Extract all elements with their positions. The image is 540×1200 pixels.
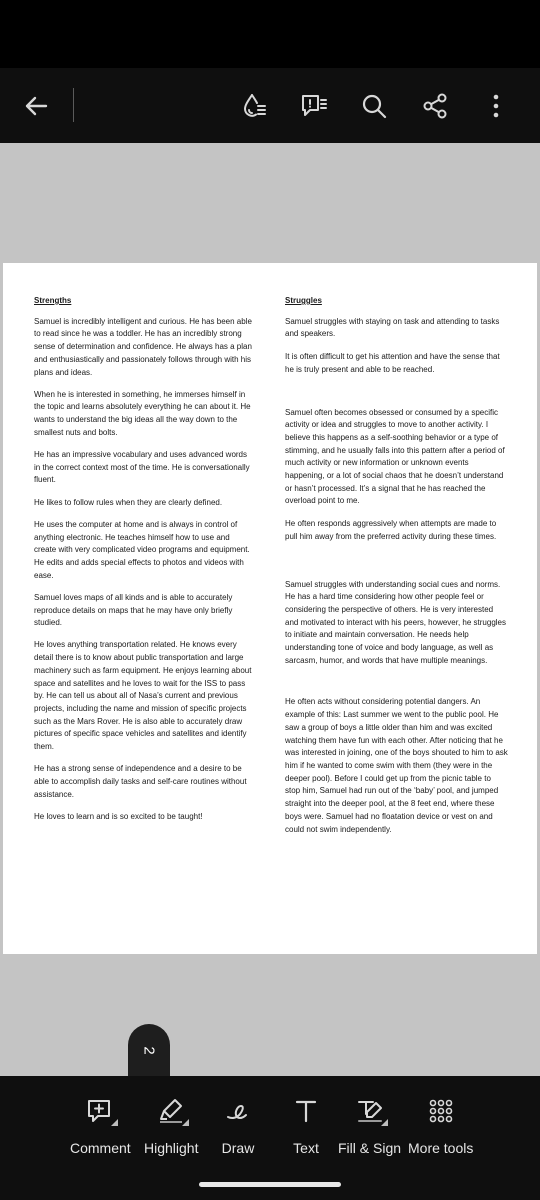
liquid-mode-button[interactable] bbox=[234, 86, 274, 126]
page-number: 2 bbox=[140, 1045, 158, 1055]
text-icon bbox=[292, 1097, 320, 1125]
strengths-column bbox=[34, 295, 254, 833]
struggles-column bbox=[285, 295, 508, 846]
document-page[interactable] bbox=[3, 263, 537, 954]
paragraph: When he is interested in something, he immerses himself in the topic and learns absolutely everything he can about it. He wants to understand the big ideas all the way down to the smallest nuts and bolts. bbox=[34, 389, 251, 437]
more-options-button[interactable] bbox=[476, 86, 516, 126]
paragraph: He often acts without considering potential dangers. An example of this: Last summer we went to the public pool. He saw a group of boys a little older than him and was excited watching them have fun with each other. After noticing that he was interested in joining, one of the boys shouted to him to ask him if he wanted to come swim with them (they were in the deeper pool). Before I could get up from the picnic table to stop him, Samuel had run out of the ‘baby’ pool, and jumped straight into the deeper pool, at the 8 feet end, where these boys were. Samuel had no floatation device or vest on and could not swim independently. bbox=[285, 697, 508, 834]
grid-dots-icon bbox=[427, 1097, 455, 1125]
paragraph: He loves to learn and is so excited to be taught! bbox=[34, 811, 203, 821]
share-button[interactable] bbox=[415, 86, 455, 126]
fill-sign-tool-label: Fill & Sign bbox=[338, 1140, 402, 1156]
text-tool[interactable] bbox=[288, 1094, 324, 1156]
liquid-mode-icon bbox=[239, 91, 269, 121]
paragraph: Samuel is incredibly intelligent and curious. He has been able to read since he was a toddler. He has an incredibly strong sense of determination and confidence. He always has a plan and enthusiastically and passionately follows through with his plans and ideas. bbox=[34, 316, 252, 377]
top-toolbar bbox=[0, 68, 540, 143]
comments-list-icon bbox=[299, 91, 329, 121]
paragraph: He has an impressive vocabulary and uses advanced words in the correct context most of the time. He is conversationally fluent. bbox=[34, 450, 250, 485]
comment-tool-label: Comment bbox=[70, 1140, 131, 1156]
text-tool-label: Text bbox=[293, 1140, 319, 1156]
draw-tool[interactable] bbox=[220, 1094, 256, 1156]
comment-add-icon bbox=[86, 1097, 114, 1125]
highlighter-icon bbox=[157, 1097, 185, 1125]
home-indicator[interactable] bbox=[199, 1182, 341, 1187]
bottom-toolbar bbox=[0, 1076, 540, 1170]
more-vertical-icon bbox=[481, 91, 511, 121]
fill-sign-icon bbox=[356, 1097, 384, 1125]
paragraph: Samuel struggles with staying on task and attending to tasks and speakers. bbox=[285, 316, 500, 339]
paragraph: He has a strong sense of independence and a desire to be able to accomplish daily tasks and self-care routines without assistance. bbox=[34, 764, 247, 799]
system-nav-bar bbox=[0, 1170, 540, 1200]
search-button[interactable] bbox=[354, 86, 394, 126]
paragraph: He uses the computer at home and is always in control of anything electronic. He teaches himself how to use and create with very complicated video programs and equipment. He edits and adds special effects to photos and videos with ease. bbox=[34, 519, 250, 580]
strengths-heading: Strengths bbox=[34, 296, 72, 305]
paragraph: He loves anything transportation related. He knows every detail there is to know about public transportation and large machinery such as farm equipment. He enjoys learning about space and satellites and he loves to wait for the ISS to pass by. He can tell us about all of Nasa’s current and previous projects, including the name and mission of specific projects such as the Mars Rover. He is also able to accurately draw pictures of specific space vehicles and satellites and identify them. bbox=[34, 640, 252, 752]
highlight-tool-label: Highlight bbox=[144, 1140, 199, 1156]
paragraph: He often responds aggressively when attempts are made to pull him away from the preferred activity during these times. bbox=[285, 519, 497, 541]
paragraph: He likes to follow rules when they are clearly defined. bbox=[34, 497, 223, 507]
paragraph: It is often difficult to get his attention and have the sense that he is truly present and able to be reached. bbox=[285, 352, 500, 374]
comment-tool[interactable] bbox=[70, 1094, 131, 1156]
more-tools-label: More tools bbox=[408, 1140, 474, 1156]
draw-tool-label: Draw bbox=[221, 1140, 255, 1156]
comments-list-button[interactable] bbox=[294, 86, 334, 126]
fill-sign-tool[interactable] bbox=[338, 1094, 401, 1156]
paragraph: Samuel loves maps of all kinds and is able to accurately reproduce details on maps that he may have only briefly studied. bbox=[34, 592, 233, 628]
toolbar-divider bbox=[73, 88, 74, 122]
share-icon bbox=[420, 91, 450, 121]
paragraph: Samuel struggles with understanding social cues and norms. He has a hard time considering how other people feel or considering the perspective of others. He is very interested and motivated to interact with his peers, however, he struggles to initiate and maintain conversation. He needs help understanding tone of voice and body language, as well as sarcasm, humor, and words that have multiple meanings. bbox=[285, 579, 507, 665]
search-icon bbox=[359, 91, 389, 121]
back-button[interactable] bbox=[16, 86, 56, 126]
highlight-tool[interactable] bbox=[144, 1094, 198, 1156]
status-bar bbox=[0, 0, 540, 68]
back-arrow-icon bbox=[21, 91, 51, 121]
paragraph: Samuel often becomes obsessed or consumed by a specific activity or idea and struggles to move to another activity. I believe this happens as a self-soothing behavior or a type of stimming, and he usually falls into this pattern after a period of much activity or new information or unknown events happening, or a lot of social chaos that he doesn’t understand or hasn’t processed. It’s a signal that he has reached the overload point to me. bbox=[285, 407, 505, 506]
draw-squiggle-icon bbox=[224, 1097, 252, 1125]
document-viewer[interactable] bbox=[0, 143, 540, 1076]
struggles-heading: Struggles bbox=[285, 296, 322, 305]
page-number-indicator[interactable] bbox=[128, 1024, 170, 1076]
more-tools-button[interactable] bbox=[408, 1094, 473, 1156]
